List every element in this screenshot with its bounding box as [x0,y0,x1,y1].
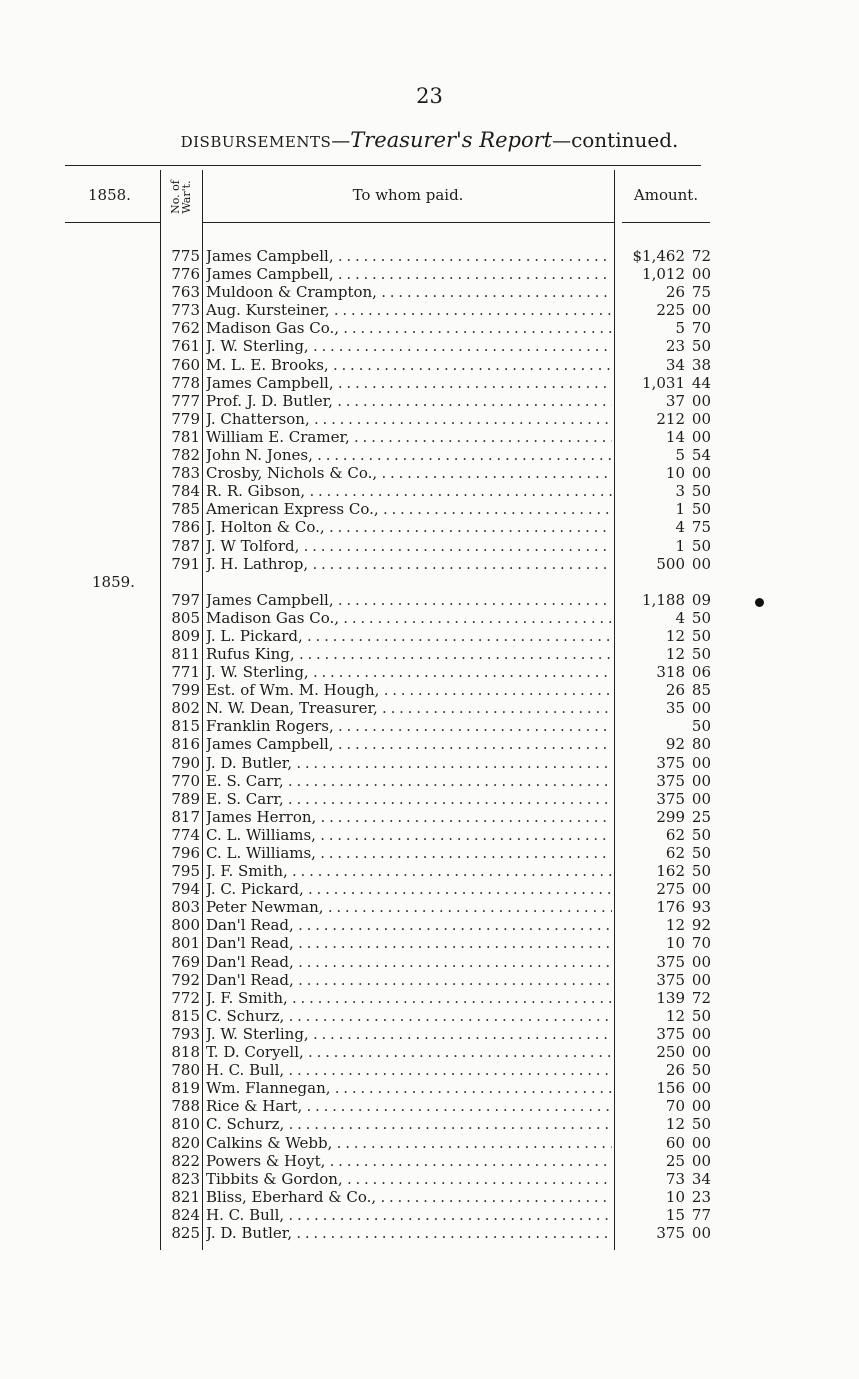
entry-warrant: 816 [171,735,200,754]
entry-warrant: 821 [171,1187,200,1206]
entry-payee: H. C. Bull, . . . [206,1206,612,1224]
page-number: 23 [416,84,443,108]
table-row [0,1188,859,1206]
entry-cents: 00 [691,1043,711,1062]
entry-warrant: 820 [171,1133,200,1152]
table-row [0,500,859,518]
table-row [0,446,859,464]
entry-dollars: 12 [665,626,685,645]
entry-payee: N. W. Dean, Treasurer, . . . [206,699,612,717]
table-row [0,247,859,265]
entry-payee: Dan'l Read, . . . [206,953,612,971]
entry-dollars: 62 [665,844,685,862]
table-row [0,374,859,392]
table-row [0,645,859,663]
entry-cents: 00 [691,771,711,790]
entry-cents: 75 [691,518,711,537]
table-row [0,1007,859,1025]
entry-warrant: 799 [171,681,200,700]
entry-payee: Franklin Rogers, . . . [206,717,612,735]
entry-dollars: 375 [656,771,685,790]
table-row [0,699,859,717]
heading-italic: Treasurer's Report [350,128,553,152]
entry-payee: J. W Tolford, . . . [206,537,612,555]
table-row [0,862,859,880]
column-header-payee: To whom paid. [352,186,464,204]
entry-payee: Prof. J. D. Butler, . . . [206,392,612,410]
entry-dollars: 10 [665,1187,685,1206]
entry-cents: 00 [691,554,711,573]
entry-dollars: 4 [675,608,685,627]
entry-warrant: 775 [171,247,200,265]
entry-cents: 54 [691,446,711,465]
ink-blot [755,598,764,607]
entry-warrant: 762 [171,319,200,338]
entry-warrant: 823 [171,1169,200,1188]
entry-warrant: 815 [171,717,200,736]
entry-cents: 85 [691,681,711,700]
entry-payee: Rice & Hart, . . . [206,1097,612,1115]
entry-payee: Est. of Wm. M. Hough, . . . [206,681,612,699]
entry-payee: J. L. Pickard, . . . [206,627,612,645]
entry-payee: James Campbell, . . . [206,247,612,265]
table-row [0,790,859,808]
entry-cents: 00 [691,427,711,446]
entry-dollars: 70 [665,1097,685,1116]
entry-payee: Muldoon & Crampton, . . . [206,283,612,301]
entry-dollars: 375 [656,1024,685,1043]
table-row [0,482,859,500]
entry-cents: 09 [691,590,711,609]
entry-dollars: 12 [665,1006,685,1025]
table-row [0,989,859,1007]
entry-warrant: 825 [171,1223,200,1242]
entry-cents: 50 [691,717,711,736]
table-row [0,808,859,826]
entry-cents: 50 [691,500,711,519]
entry-dollars: 375 [656,1223,685,1242]
table-row [0,1134,859,1152]
entry-warrant: 811 [171,644,200,663]
table-row [0,1152,859,1170]
table-row [0,971,859,989]
heading-caps: DISBURSEMENTS [180,133,332,151]
entry-payee: Rufus King, . . . [206,645,612,663]
entry-payee: Calkins & Webb, . . . [206,1134,612,1152]
entry-warrant: 791 [171,554,200,573]
table-row [0,283,859,301]
entry-warrant: 793 [171,1024,200,1043]
entry-dollars: 500 [656,554,685,573]
column-header-warrant [160,172,202,222]
entry-dollars: 26 [665,283,685,302]
entry-payee: R. R. Gibson, . . . [206,482,612,500]
entry-cents: 50 [691,862,711,881]
entry-warrant: 815 [171,1006,200,1025]
entry-dollars: 375 [656,789,685,808]
header-rule [202,222,614,223]
table-row [0,1043,859,1061]
entry-payee: J. D. Butler, . . . [206,1224,612,1242]
entry-dollars: 26 [665,1061,685,1080]
entry-warrant: 789 [171,789,200,808]
entry-cents: 50 [691,337,711,356]
entry-warrant: 800 [171,916,200,935]
entry-dollars: 212 [656,409,685,428]
table-row [0,1025,859,1043]
column-header-warrant-text: No. of War't. [169,180,193,214]
entry-cents: 70 [691,934,711,953]
entry-payee: H. C. Bull, . . . [206,1061,612,1079]
entry-warrant: 822 [171,1151,200,1170]
entry-warrant: 773 [171,301,200,320]
entry-cents: 70 [691,319,711,338]
entry-dollars: 25 [665,1151,685,1170]
table-row [0,265,859,283]
entry-cents: 00 [691,789,711,808]
table-row [0,609,859,627]
entry-cents: 50 [691,1115,711,1134]
entry-warrant: 785 [171,500,200,519]
entry-dollars: 318 [656,663,685,682]
entry-payee: Tibbits & Gordon, . . . [206,1170,612,1188]
entry-cents: 50 [691,482,711,501]
entry-payee: J. D. Butler, . . . [206,754,612,772]
entry-cents: 34 [691,1169,711,1188]
entry-warrant: 781 [171,427,200,446]
table-row [0,392,859,410]
heading-continued: continued. [571,128,679,152]
entry-cents: 00 [691,409,711,428]
entry-cents: 77 [691,1205,711,1224]
table-row [0,754,859,772]
entry-dollars: 176 [656,898,685,917]
table-row [0,319,859,337]
entry-warrant: 801 [171,934,200,953]
entry-cents: 00 [691,753,711,772]
entry-payee: James Campbell, . . . [206,374,612,392]
table-row [0,410,859,428]
entry-payee: James Herron, . . . [206,808,612,826]
entry-dollars: 1 [675,500,685,519]
entry-cents: 50 [691,608,711,627]
entry-payee: James Campbell, . . . [206,265,612,283]
table-row [0,880,859,898]
entry-dollars: 299 [656,807,685,826]
entry-payee: Peter Newman, . . . [206,898,612,916]
entry-warrant: 817 [171,807,200,826]
entry-payee: Crosby, Nichols & Co., . . . [206,464,612,482]
entry-cents: 44 [691,373,711,392]
entry-dollars: 375 [656,952,685,971]
entry-warrant: 802 [171,699,200,718]
table-row [0,772,859,790]
entry-dollars: 375 [656,753,685,772]
table-row [0,1097,859,1115]
table-row [0,627,859,645]
year-label: 1859. [92,572,135,591]
entry-dollars: 92 [665,735,685,754]
entry-dollars: 225 [656,301,685,320]
entry-dollars: 250 [656,1043,685,1062]
entry-warrant: 803 [171,898,200,917]
column-header-amount: Amount. [633,186,699,204]
entry-dollars: 10 [665,464,685,483]
entry-payee: Dan'l Read, . . . [206,971,612,989]
entry-dollars: $1,462 [632,247,685,265]
entry-warrant: 819 [171,1079,200,1098]
entry-payee: William E. Cramer, . . . [206,428,612,446]
entry-dollars: 1,188 [642,590,685,609]
entry-payee: C. L. Williams, . . . [206,826,612,844]
entry-dollars: 1,031 [642,373,685,392]
heading-dash: — [552,130,572,152]
entry-payee: American Express Co., . . . [206,500,612,518]
entry-dollars: 1 [675,536,685,555]
entry-cents: 00 [691,970,711,989]
table-top-rule [65,165,701,166]
header-rule [65,222,160,223]
entry-warrant: 805 [171,608,200,627]
entry-dollars: 375 [656,970,685,989]
entry-payee: J. F. Smith, . . . [206,862,612,880]
table-row [0,1224,859,1242]
table-row [0,898,859,916]
entry-warrant: 770 [171,771,200,790]
entry-dollars: 73 [665,1169,685,1188]
entry-cents: 00 [691,1133,711,1152]
entry-dollars: 5 [675,446,685,465]
entry-cents: 25 [691,807,711,826]
entry-dollars: 162 [656,862,685,881]
entry-payee: T. D. Coryell, . . . [206,1043,612,1061]
entry-cents: 00 [691,391,711,410]
entry-payee: E. S. Carr, . . . [206,790,612,808]
entry-cents: 00 [691,1024,711,1043]
entry-cents: 00 [691,952,711,971]
table-row [0,826,859,844]
entry-cents: 50 [691,536,711,555]
entry-cents: 92 [691,916,711,935]
entry-cents: 00 [691,880,711,899]
entry-warrant: 797 [171,590,200,609]
entry-warrant: 792 [171,970,200,989]
column-header-year: 1858. [88,186,131,204]
entry-dollars: 60 [665,1133,685,1152]
entry-dollars: 139 [656,988,685,1007]
entry-cents: 50 [691,1061,711,1080]
entry-warrant: 769 [171,952,200,971]
entry-cents: 00 [691,464,711,483]
table-row [0,1170,859,1188]
entry-cents: 00 [691,301,711,320]
entry-dollars: 4 [675,518,685,537]
entry-dollars: 12 [665,1115,685,1134]
table-row [0,1061,859,1079]
entry-dollars: 12 [665,644,685,663]
entry-payee: M. L. E. Brooks, . . . [206,356,612,374]
entry-dollars: 156 [656,1079,685,1098]
table-row [0,591,859,609]
entry-cents: 00 [691,265,711,284]
header-rule [622,222,710,223]
table-row [0,356,859,374]
entry-warrant: 760 [171,355,200,374]
entry-payee: J. W. Sterling, . . . [206,1025,612,1043]
table-row [0,301,859,319]
entry-dollars: 12 [665,916,685,935]
entry-payee: Dan'l Read, . . . [206,916,612,934]
entry-warrant: 763 [171,283,200,302]
table-row [0,663,859,681]
entry-warrant: 774 [171,825,200,844]
entry-warrant: 824 [171,1205,200,1224]
table-row [0,464,859,482]
entry-cents: 75 [691,283,711,302]
entry-payee: J. C. Pickard, . . . [206,880,612,898]
entry-warrant: 772 [171,988,200,1007]
table-row [0,934,859,952]
entry-payee: J. Chatterson, . . . [206,410,612,428]
entry-payee: J. F. Smith, . . . [206,989,612,1007]
entry-cents: 72 [691,247,711,265]
table-row [0,681,859,699]
entry-dollars: 37 [665,391,685,410]
entry-payee: Powers & Hoyt, . . . [206,1152,612,1170]
entry-cents: 50 [691,825,711,844]
table-row [0,555,859,573]
table-row [0,1079,859,1097]
entry-cents: 50 [691,844,711,862]
entry-warrant: 782 [171,446,200,465]
entry-dollars: 15 [665,1205,685,1224]
entry-payee: J. W. Sterling, . . . [206,337,612,355]
table-row [0,953,859,971]
entry-cents: 00 [691,1151,711,1170]
entry-payee: C. Schurz, . . . [206,1115,612,1133]
entry-cents: 06 [691,663,711,682]
entry-dollars: 3 [675,482,685,501]
entry-cents: 00 [691,1223,711,1242]
entry-warrant: 776 [171,265,200,284]
entry-warrant: 779 [171,409,200,428]
entry-dollars: 34 [665,355,685,374]
table-row [0,337,859,355]
entry-warrant: 790 [171,753,200,772]
entry-payee: C. L. Williams, . . . [206,844,612,862]
entry-warrant: 761 [171,337,200,356]
entry-payee: Dan'l Read, . . . [206,934,612,952]
entry-cents: 23 [691,1187,711,1206]
entry-warrant: 818 [171,1043,200,1062]
heading-dash: — [331,130,351,152]
entry-warrant: 777 [171,391,200,410]
page-heading [0,128,859,152]
table-row [0,1115,859,1133]
disbursements-table [0,247,859,1242]
entry-cents: 50 [691,1006,711,1025]
entry-warrant: 786 [171,518,200,537]
entry-dollars: 35 [665,699,685,718]
entry-cents: 00 [691,699,711,718]
table-row [0,428,859,446]
entry-dollars: 10 [665,934,685,953]
entry-payee: C. Schurz, . . . [206,1007,612,1025]
entry-warrant: 780 [171,1061,200,1080]
entry-warrant: 795 [171,862,200,881]
table-row [0,735,859,753]
table-row [0,916,859,934]
entry-dollars: 5 [675,319,685,338]
table-row [0,1206,859,1224]
entry-cents: 80 [691,735,711,754]
entry-dollars: 62 [665,825,685,844]
entry-dollars: 275 [656,880,685,899]
entry-cents: 38 [691,355,711,374]
table-row [0,518,859,536]
entry-dollars: 14 [665,427,685,446]
entry-dollars: 23 [665,337,685,356]
entry-dollars: 1,012 [642,265,685,284]
entry-payee: James Campbell, . . . [206,735,612,753]
entry-cents: 50 [691,626,711,645]
entry-payee: Madison Gas Co., . . . [206,319,612,337]
entry-payee: Bliss, Eberhard & Co., . . . [206,1188,612,1206]
entry-cents: 93 [691,898,711,917]
entry-payee: E. S. Carr, . . . [206,772,612,790]
entry-warrant: 809 [171,626,200,645]
entry-warrant: 788 [171,1097,200,1116]
entry-payee: J. H. Lathrop, . . . [206,555,612,573]
table-row [0,717,859,735]
entry-warrant: 794 [171,880,200,899]
entry-warrant: 796 [171,844,200,862]
entry-payee: J. W. Sterling, . . . [206,663,612,681]
year-subheading [0,573,859,591]
entry-cents: 50 [691,644,711,663]
table-row [0,537,859,555]
entry-cents: 72 [691,988,711,1007]
entry-payee: James Campbell, . . . [206,591,612,609]
entry-warrant: 810 [171,1115,200,1134]
entry-cents: 00 [691,1097,711,1116]
entry-warrant: 778 [171,373,200,392]
entry-payee: Madison Gas Co., . . . [206,609,612,627]
entry-payee: Aug. Kursteiner, . . . [206,301,612,319]
entry-warrant: 783 [171,464,200,483]
entry-warrant: 771 [171,663,200,682]
entry-cents: 00 [691,1079,711,1098]
entry-payee: J. Holton & Co., . . . [206,518,612,536]
entry-warrant: 784 [171,482,200,501]
entry-payee: Wm. Flannegan, . . . [206,1079,612,1097]
entry-payee: John N. Jones, . . . [206,446,612,464]
entry-warrant: 787 [171,536,200,555]
entry-dollars: 26 [665,681,685,700]
table-row [0,844,859,862]
